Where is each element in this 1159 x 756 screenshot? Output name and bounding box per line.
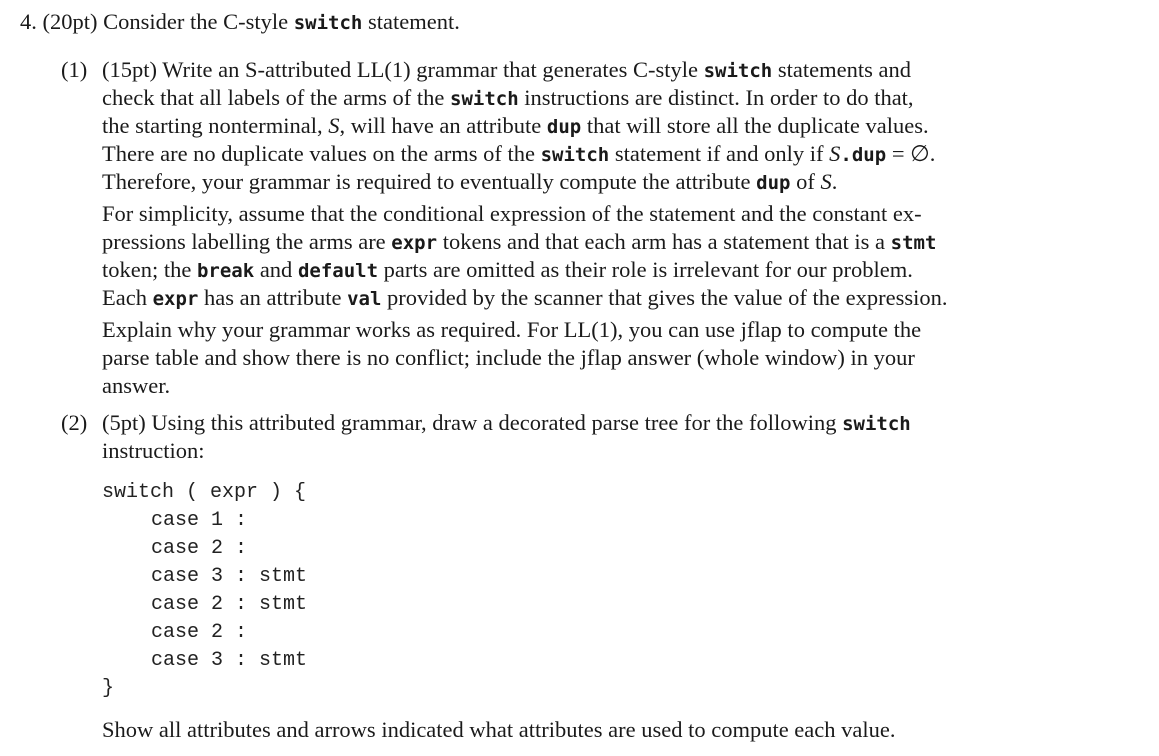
text: (15pt) Write an S-attributed LL(1) grammar that generates C-style <box>102 57 698 82</box>
keyword: switch <box>703 60 773 82</box>
keyword: expr <box>152 288 199 310</box>
text: statements and <box>777 57 911 82</box>
keyword: dup <box>546 116 582 138</box>
code-line: } <box>102 677 115 700</box>
keyword: break <box>196 260 255 282</box>
part1-line-9 <box>102 284 947 313</box>
text: (5pt) Using this attributed grammar, draw a decorated parse tree for the following <box>102 410 837 435</box>
code-line: case 2 : <box>151 621 248 644</box>
text: instructions are distinct. In order to do that, <box>524 85 914 110</box>
text: Each <box>102 285 147 310</box>
part1-line-7 <box>102 228 936 257</box>
math-symbol: S <box>829 141 841 166</box>
part1-line-6: For simplicity, assume that the conditional expression of the statement and the constant ex- <box>102 201 922 226</box>
math-symbol: S <box>820 169 832 194</box>
keyword: switch <box>540 144 610 166</box>
part2-line-1 <box>102 409 911 438</box>
part2-line-2: instruction: <box>102 438 205 463</box>
question-points: (20pt) <box>42 9 98 34</box>
text: token; the <box>102 257 192 282</box>
code-line: case 3 : stmt <box>151 565 308 588</box>
text: There are no duplicate values on the arms of the <box>102 141 535 166</box>
keyword: default <box>297 260 379 282</box>
part1-line-2 <box>102 84 914 113</box>
part1-line-4 <box>102 140 935 169</box>
question-number: 4. <box>20 9 37 34</box>
question-text: Consider the C-style <box>103 9 289 34</box>
keyword: expr <box>391 232 438 254</box>
part1-line-3 <box>102 112 929 141</box>
keyword: stmt <box>890 232 937 254</box>
text: , will have an attribute <box>339 113 542 138</box>
text: Therefore, your grammar is required to eventually compute the attribute <box>102 169 751 194</box>
keyword: switch <box>450 88 519 110</box>
question-header <box>20 8 460 37</box>
part1-line-5 <box>102 168 837 197</box>
code-line: case 2 : stmt <box>151 593 308 616</box>
text: pressions labelling the arms are <box>102 229 386 254</box>
text: the starting nonterminal, <box>102 113 323 138</box>
code-line: case 1 : <box>151 509 248 532</box>
text: provided by the scanner that gives the value of the expression. <box>387 285 948 310</box>
keyword: dup <box>756 172 791 194</box>
code-line: switch ( expr ) { <box>102 481 307 504</box>
text: that will store all the duplicate values. <box>586 113 929 138</box>
text: statement if and only if <box>614 141 824 166</box>
part1-line-11: parse table and show there is no conflict; include the jflap answer (whole window) in your <box>102 345 915 370</box>
question-text: statement. <box>368 9 460 34</box>
part1-line-8 <box>102 256 913 285</box>
math-symbol: S <box>328 113 340 138</box>
text: parts are omitted as their role is irrelevant for our problem. <box>383 257 913 282</box>
part1-line-10: Explain why your grammar works as required. For LL(1), you can use jflap to compute the <box>102 317 922 342</box>
text: and <box>259 257 293 282</box>
text: of <box>796 169 815 194</box>
part1-line-12: answer. <box>102 373 171 398</box>
part1-line-1 <box>102 56 911 85</box>
code-line: case 2 : <box>151 537 248 560</box>
part2-footer: Show all attributes and arrows indicated what attributes are used to compute each value. <box>102 717 896 742</box>
code-line: case 3 : stmt <box>151 649 308 672</box>
part1-number: (1) <box>61 57 88 82</box>
part2-number: (2) <box>61 410 88 435</box>
text: tokens and that each arm has a statement that is a <box>442 229 886 254</box>
math-text: = ∅. <box>891 141 936 166</box>
keyword: switch <box>842 413 911 435</box>
keyword: .dup <box>840 144 887 166</box>
text: has an attribute <box>203 285 342 310</box>
keyword: val <box>347 288 382 310</box>
keyword: switch <box>293 12 363 34</box>
text: check that all labels of the arms of the <box>102 85 445 110</box>
text: . <box>831 169 838 194</box>
